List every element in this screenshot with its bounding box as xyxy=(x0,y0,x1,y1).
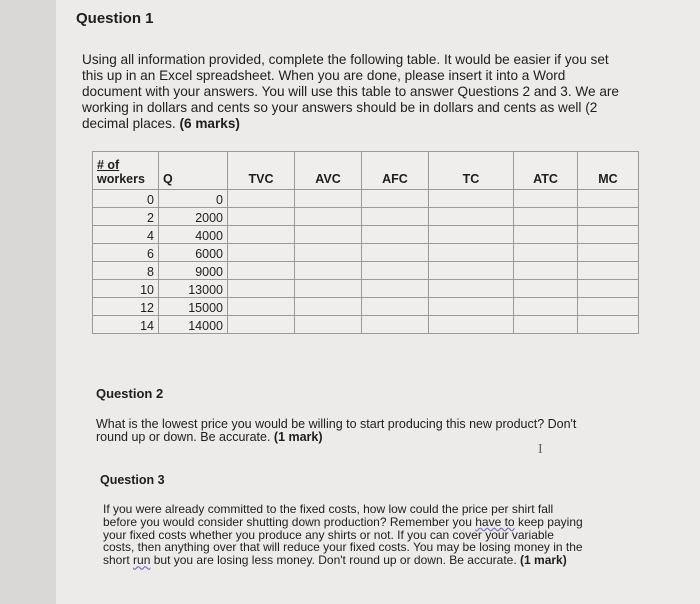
question-3-text-c: but you are losing less money. Don't round up or down. Be accurate. xyxy=(153,553,517,568)
cell-tc[interactable] xyxy=(429,190,514,208)
cell-avc[interactable] xyxy=(295,244,362,262)
cell-afc[interactable] xyxy=(362,316,429,334)
table-row xyxy=(93,262,639,280)
cost-table xyxy=(92,151,639,334)
cell-q: 9000 xyxy=(159,262,228,280)
question-3-run: run xyxy=(133,553,151,568)
cell-q: 2000 xyxy=(159,208,228,226)
cell-q: 15000 xyxy=(159,298,228,316)
header-afc: AFC xyxy=(362,152,429,190)
cell-workers: 14 xyxy=(93,316,159,334)
cell-mc[interactable] xyxy=(578,280,639,298)
header-tc: TC xyxy=(429,152,514,190)
cell-workers: 6 xyxy=(93,244,159,262)
cell-tc[interactable] xyxy=(429,226,514,244)
cell-afc[interactable] xyxy=(362,244,429,262)
cell-avc[interactable] xyxy=(295,316,362,334)
cell-atc[interactable] xyxy=(514,316,578,334)
cell-tc[interactable] xyxy=(429,208,514,226)
cell-mc[interactable] xyxy=(578,316,639,334)
cell-atc[interactable] xyxy=(514,244,578,262)
cell-tc[interactable] xyxy=(429,262,514,280)
question-3-body xyxy=(103,503,583,567)
header-tvc: TVC xyxy=(228,152,295,190)
cell-workers: 12 xyxy=(93,298,159,316)
question-3-marks: (1 mark) xyxy=(520,553,567,568)
cell-atc[interactable] xyxy=(514,262,578,280)
question-1-marks: (6 marks) xyxy=(179,116,240,131)
cell-atc[interactable] xyxy=(514,208,578,226)
cell-afc[interactable] xyxy=(362,226,429,244)
cell-avc[interactable] xyxy=(295,226,362,244)
question-2-text: What is the lowest price you would be willing to start producing this new product? Don't round up or down. Be accurate. xyxy=(96,417,577,444)
cell-q: 6000 xyxy=(159,244,228,262)
cell-workers: 2 xyxy=(93,208,159,226)
table-row xyxy=(93,244,639,262)
cell-avc[interactable] xyxy=(295,280,362,298)
text-cursor-icon: I xyxy=(538,442,543,457)
cell-atc[interactable] xyxy=(514,280,578,298)
cell-mc[interactable] xyxy=(578,190,639,208)
cell-atc[interactable] xyxy=(514,226,578,244)
cell-workers: 8 xyxy=(93,262,159,280)
cell-tvc[interactable] xyxy=(228,226,295,244)
table-row xyxy=(93,208,639,226)
cell-tvc[interactable] xyxy=(228,298,295,316)
cell-mc[interactable] xyxy=(578,208,639,226)
cell-workers: 4 xyxy=(93,226,159,244)
cell-tc[interactable] xyxy=(429,316,514,334)
table-header-row xyxy=(93,152,639,190)
header-avc: AVC xyxy=(295,152,362,190)
cell-afc[interactable] xyxy=(362,280,429,298)
header-mc: MC xyxy=(578,152,639,190)
cell-q: 13000 xyxy=(159,280,228,298)
cell-afc[interactable] xyxy=(362,262,429,280)
cell-q: 0 xyxy=(159,190,228,208)
question-2-marks: (1 mark) xyxy=(273,430,323,444)
question-1-instructions xyxy=(82,52,627,132)
cell-tvc[interactable] xyxy=(228,244,295,262)
cell-q: 14000 xyxy=(159,316,228,334)
cell-tvc[interactable] xyxy=(228,190,295,208)
cell-afc[interactable] xyxy=(362,190,429,208)
cell-workers: 10 xyxy=(93,280,159,298)
question-1-text: Using all information provided, complete the following table. It would be easier if you set this up in an Excel spreadsheet. When you are done, please insert it into a Word document with your answers. You will use this table to answer Questions 2 and 3. We are working in dollars and cents so your answers should be in dollars and cents as well (2 decimal places. xyxy=(82,52,619,131)
cell-avc[interactable] xyxy=(295,298,362,316)
cell-mc[interactable] xyxy=(578,262,639,280)
cell-tvc[interactable] xyxy=(228,280,295,298)
cell-avc[interactable] xyxy=(295,262,362,280)
question-3-title: Question 3 xyxy=(100,473,165,487)
cell-avc[interactable] xyxy=(295,208,362,226)
cell-tvc[interactable] xyxy=(228,316,295,334)
question-2-title: Question 2 xyxy=(96,386,164,401)
question-3-text-b: keep paying your fixed costs whether you produce any shirts or not. If you can cover your variable costs, then anything over that will reduce your fixed costs. You may be losing money in the short xyxy=(103,514,583,568)
header-atc: ATC xyxy=(514,152,578,190)
cell-mc[interactable] xyxy=(578,244,639,262)
cell-afc[interactable] xyxy=(362,298,429,316)
cell-tc[interactable] xyxy=(429,244,514,262)
table-row xyxy=(93,226,639,244)
cell-mc[interactable] xyxy=(578,226,639,244)
table-row xyxy=(93,280,639,298)
table-row xyxy=(93,316,639,334)
question-3-have-to: have to xyxy=(475,514,515,529)
cell-q: 4000 xyxy=(159,226,228,244)
cell-tvc[interactable] xyxy=(228,262,295,280)
cell-tc[interactable] xyxy=(429,298,514,316)
header-workers-line1: # of xyxy=(97,158,120,172)
table-row xyxy=(93,190,639,208)
cell-tc[interactable] xyxy=(429,280,514,298)
cell-mc[interactable] xyxy=(578,298,639,316)
header-q: Q xyxy=(159,152,228,190)
question-2-body xyxy=(96,418,596,444)
cell-atc[interactable] xyxy=(514,298,578,316)
table-row xyxy=(93,298,639,316)
cell-avc[interactable] xyxy=(295,190,362,208)
question-1-title: Question 1 xyxy=(76,10,154,27)
cell-atc[interactable] xyxy=(514,190,578,208)
question-3-text-a: If you were already committed to the fixed costs, how low could the price per shirt fall before you would consider shutting down production? Remember you xyxy=(103,502,554,529)
cell-workers: 0 xyxy=(93,190,159,208)
header-workers xyxy=(93,152,159,190)
header-workers-line2: workers xyxy=(97,172,145,186)
cell-afc[interactable] xyxy=(362,208,429,226)
cell-tvc[interactable] xyxy=(228,208,295,226)
